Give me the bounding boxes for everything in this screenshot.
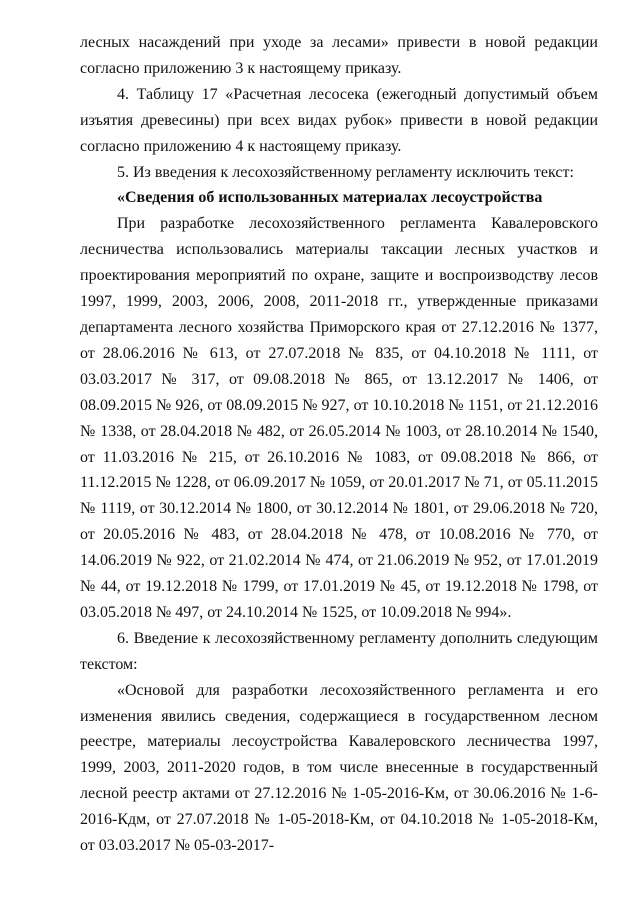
paragraph-materials: При разработке лесохозяйственного регламента Кавалеровского лесничества использовались материалы таксации лесных участков и проектирования мероприятий по охране, защите и воспроизводству лесов 1997, 1999, 2003, 2006, 2008, 2011-2018 гг., утвержденные приказами департамента лесного хозяйства Приморского края от 27.12.2016 № 1377, от 28.06.2016 № 613, от 27.07.2018 № 835, от 04.10.2018 № 1111, от 03.03.2017 № 317, от 09.08.2018 № 865, от 13.12.2017 № 1406, от 08.09.2015 № 926, от 08.09.2015 № 927, от 10.10.2018 № 1151, от 21.12.2016 № 1338, от 28.04.2018 № 482, от 26.05.2014 № 1003, от 28.10.2014 № 1540, от 11.03.2016 № 215, от 26.10.2016 № 1083, от 09.08.2018 № 866, от 11.12.2015 № 1228, от 06.09.2017 № 1059, от 20.01.2017 № 71, от 05.11.2015 № 1119, от 30.12.2014 № 1800, от 30.12.2014 № 1801, от 29.06.2018 № 720, от 20.05.2016 № 483, от 28.04.2018 № 478, от 10.08.2016 № 770, от 14.06.2019 № 922, от 21.02.2014 № 474, от 21.06.2019 № 952, от 17.01.2019 № 44, от 19.12.2018 № 1799, от 17.01.2019 № 45, от 19.12.2018 № 1798, от 03.05.2018 № 497, от 24.10.2014 № 1525, от 10.09.2018 № 994».	[80, 215, 598, 621]
paragraph-item-4: 4. Таблицу 17 «Расчетная лесосека (ежегодный допустимый объем изъятия древесины) при всех видах рубок» привести в новой редакции согласно приложению 4 к настоящему приказу.	[80, 85, 598, 155]
paragraph-item-5: 5. Из введения к лесохозяйственному регламенту исключить текст:	[117, 163, 574, 181]
section-heading: «Сведения об использованных материалах лесоустройства	[117, 189, 543, 207]
paragraph-basis: «Основой для разработки лесохозяйственного регламента и его изменения явились сведения, содержащиеся в государственном лесном реестре, материалы лесоустройства Кавалеровского лесничества 1997, 1999, 2003, 2011-2020 годов, в том числе внесенные в государственный лесной реестр актами от 27.12.2016 № 1-05-2016-Км, от 30.06.2016 № 1-6-2016-Кдм, от 27.07.2018 № 1-05-2018-Км, от 04.10.2018 № 1-05-2018-Км, от 03.03.2017 № 05-03-2017-	[80, 681, 598, 855]
paragraph-continuation: лесных насаждений при уходе за лесами» привести в новой редакции согласно приложению 3 к настоящему приказу.	[80, 34, 598, 77]
paragraph-item-6: 6. Введение к лесохозяйственному регламенту дополнить следующим текстом:	[80, 629, 598, 673]
document-page	[80, 30, 598, 859]
